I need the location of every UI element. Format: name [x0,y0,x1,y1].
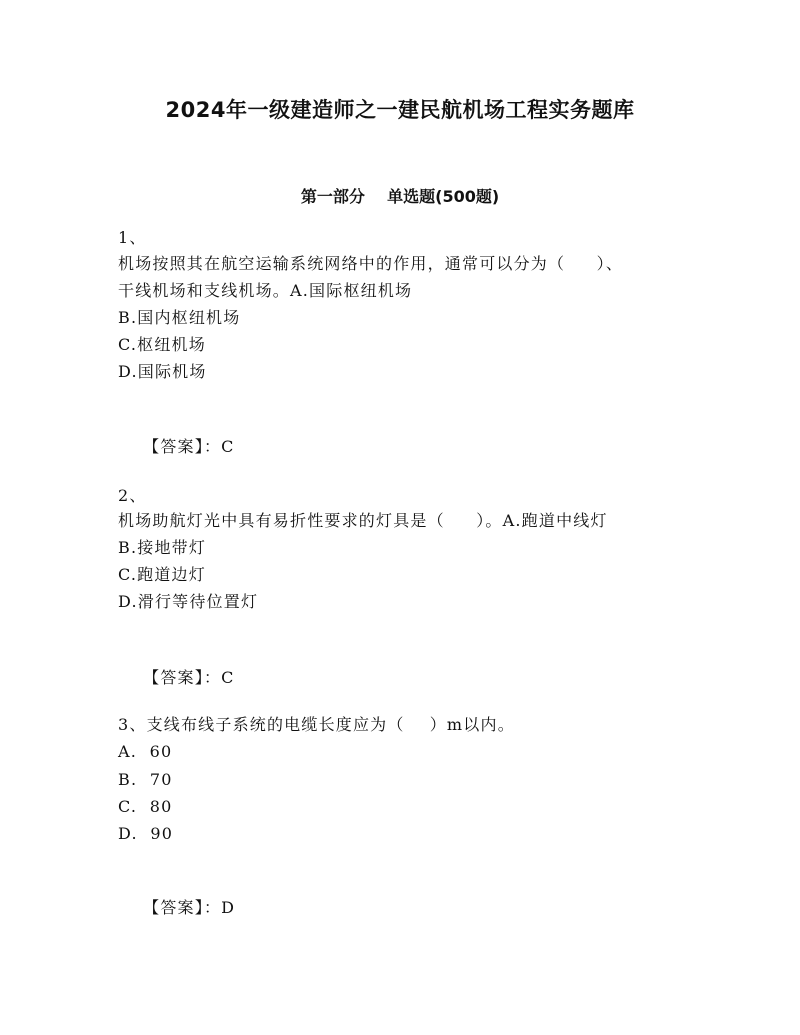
question-2-stem-line-1: 机场助航灯光中具有易折性要求的灯具是（ ）。A.跑道中线灯 [118,511,608,530]
question-3-answer [118,878,235,938]
answer-label: 【答案】： [143,668,222,687]
question-1-option-d: D.国际机场 [118,362,207,381]
question-3-option-c: C. 80 [118,797,173,816]
answer-value: C [221,437,235,456]
question-1-stem-line-1: 机场按照其在航空运输系统网络中的作用，通常可以分为（ ）、 [118,254,624,273]
question-2-number: 2、 [118,486,147,505]
question-3-option-b: B. 70 [118,770,173,789]
section-title: 第一部分 单选题(500题) [300,187,500,206]
question-3-option-a: A. 60 [118,742,173,761]
question-3-option-d: D. 90 [118,824,174,843]
question-2-option-d: D.滑行等待位置灯 [118,592,259,611]
question-2-option-b: B.接地带灯 [118,538,207,557]
answer-value: C [221,668,235,687]
answer-label: 【答案】： [143,437,222,456]
question-1-option-c: C.枢纽机场 [118,335,206,354]
question-1-number: 1、 [118,228,147,247]
answer-value: D [221,898,236,917]
document-title: 2024年一级建造师之一建民航机场工程实务题库 [165,98,635,122]
answer-label: 【答案】： [143,898,222,917]
question-1-answer [118,417,235,477]
question-2-option-c: C.跑道边灯 [118,565,206,584]
question-3-stem-line-1: 3、支线布线子系统的电缆长度应为（ ）m以内。 [118,715,515,734]
question-1-option-b: B.国内枢纽机场 [118,308,241,327]
question-2-answer [118,648,235,708]
question-1-stem-line-2: 干线机场和支线机场。A.国际枢纽机场 [118,281,413,300]
